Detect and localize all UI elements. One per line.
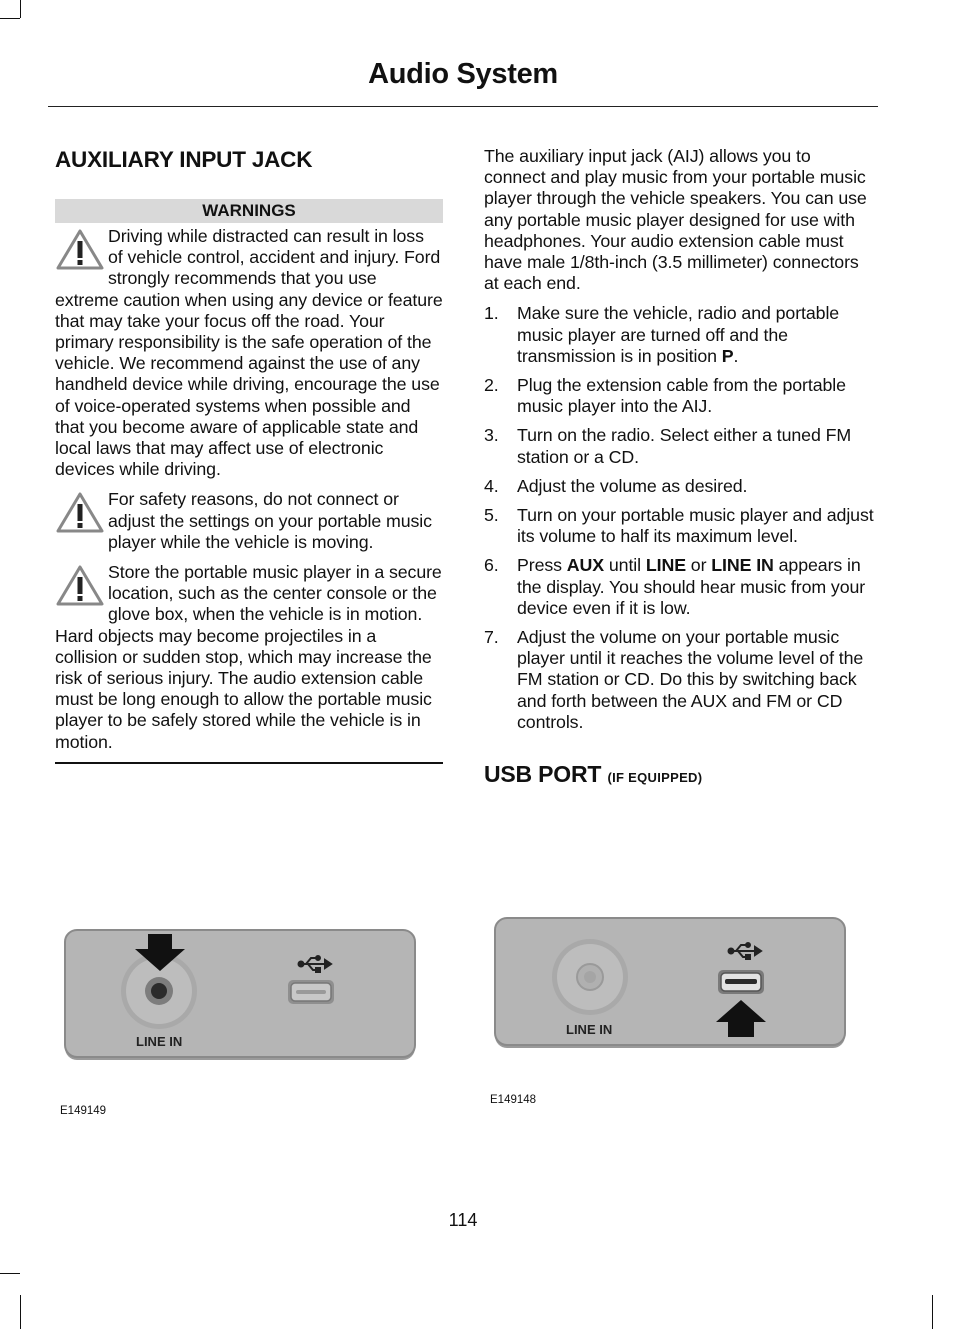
section-heading-usb-port: USB PORT (IF EQUIPPED) bbox=[484, 761, 703, 788]
right-column bbox=[484, 146, 874, 788]
crop-mark bbox=[0, 1273, 20, 1274]
page-number: 114 bbox=[448, 1210, 478, 1230]
figure-code: E149149 bbox=[60, 1105, 107, 1117]
line-in-jack bbox=[552, 939, 628, 1015]
list-item: 3. Turn on the radio. Select either a tuned FM station or a CD. bbox=[484, 425, 852, 467]
crop-mark bbox=[20, 1295, 21, 1329]
section-heading-auxiliary: AUXILIARY INPUT JACK bbox=[55, 147, 313, 172]
left-column bbox=[55, 145, 443, 764]
crop-mark bbox=[20, 0, 21, 18]
warnings-label: WARNINGS bbox=[55, 199, 443, 223]
warning-text: For safety reasons, do not connect or adjust the settings on your portable music player while the vehicle is moving. bbox=[108, 489, 432, 552]
crop-mark bbox=[0, 18, 20, 19]
list-item: 4. Adjust the volume as desired. bbox=[484, 475, 748, 496]
warning-item bbox=[55, 562, 443, 753]
list-item: 1. Make sure the vehicle, radio and portable music player are turned off and the transmission is in position P. bbox=[484, 303, 840, 366]
warning-triangle-icon bbox=[55, 228, 105, 272]
figure-usb-port bbox=[492, 916, 848, 1050]
list-item: 5. Turn on your portable music player and adjust its volume to half its maximum level. bbox=[484, 505, 874, 547]
crop-mark bbox=[932, 1295, 933, 1329]
intro-paragraph: The auxiliary input jack (AIJ) allows you to connect and play music from your portable music player through the vehicle speakers. You can use any portable music player designed for use with headphones. Your audio extension cable must have male 1/8th-inch (3.5 millimeter) connectors at each end. bbox=[484, 146, 867, 294]
if-equipped-note: (IF EQUIPPED) bbox=[607, 770, 703, 786]
warnings-end-rule bbox=[55, 762, 443, 764]
warning-text: Driving while distracted can result in loss of vehicle control, accident and injury. Ford strongly recommends that you use extreme caution when using any device or feature that may take your focus off the road. Your primary responsibility is the safe operation of the vehicle. We recommend against the use of any handheld device while driving, encourage the use of voice-operated systems when possible and that you become aware of applicable state and local laws that may affect use of electronic devices while driving. bbox=[55, 226, 443, 480]
warning-item bbox=[55, 226, 443, 480]
title-rule bbox=[48, 106, 878, 107]
list-item: 6. Press AUX until LINE or LINE IN appears in the display. You should hear music from your device even if it is low. bbox=[484, 555, 866, 618]
line-in-label: LINE IN bbox=[566, 1022, 613, 1037]
page-title: Audio System bbox=[368, 58, 558, 90]
warning-triangle-icon bbox=[55, 491, 105, 535]
line-in-label: LINE IN bbox=[136, 1034, 183, 1049]
figure-code: E149148 bbox=[490, 1094, 537, 1106]
warning-item bbox=[55, 489, 443, 553]
warning-text: Store the portable music player in a secure location, such as the center console or the glove box, when the vehicle is in motion. Hard objects may become projectiles in a collision or sudden stop, which may increase the risk of serious injury. The audio extension cable must be long enough to allow the portable music player to be safely stored while the vehicle is in motion. bbox=[55, 562, 442, 752]
figure-line-in-jack bbox=[62, 928, 418, 1062]
usb-port bbox=[718, 970, 764, 994]
usb-port bbox=[288, 980, 334, 1004]
list-item: 2. Plug the extension cable from the portable music player into the AIJ. bbox=[484, 375, 846, 417]
warning-triangle-icon bbox=[55, 564, 105, 608]
steps-list bbox=[484, 303, 874, 733]
list-item: 7. Adjust the volume on your portable music player until it reaches the volume level of the FM station or CD. Do this by switching back and forth between the AUX and FM or CD controls. bbox=[484, 627, 864, 732]
